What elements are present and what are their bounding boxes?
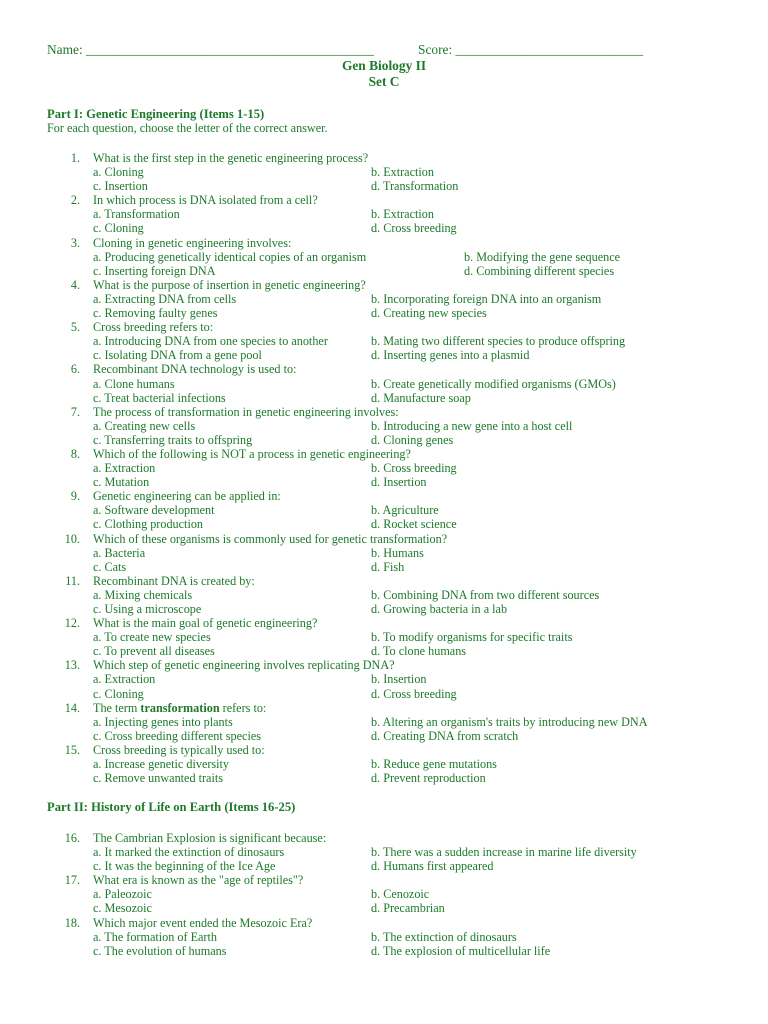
question-text: Recombinant DNA technology is used to: [93, 362, 297, 377]
question-5 [0, 320, 768, 362]
document-title: Gen Biology II [341, 58, 427, 73]
option-d: d. Manufacture soap [371, 390, 471, 405]
question-number: 14. [64, 700, 80, 715]
question-number: 11. [65, 573, 80, 588]
option-b: b. Reduce gene mutations [371, 757, 497, 772]
option-b: b. Insertion [371, 672, 427, 687]
option-d: d. Prevent reproduction [371, 771, 486, 786]
option-d: d. Insertion [371, 475, 427, 490]
question-number: 17. [64, 873, 80, 888]
question-number: 15. [64, 742, 80, 757]
question-text: Cross breeding is typically used to: [93, 742, 265, 757]
option-c: c. It was the beginning of the Ice Age [93, 859, 276, 874]
option-a: a. Clone humans [93, 376, 175, 391]
question-number: 18. [64, 915, 80, 930]
question-text: Which of the following is NOT a process in genetic engineering? [93, 446, 411, 461]
option-a: a. It marked the extinction of dinosaurs [93, 845, 285, 860]
question-6 [0, 362, 768, 404]
question-text [93, 701, 266, 715]
name-field-label: Name: ___________________________________________ [47, 42, 374, 57]
option-b: b. Incorporating foreign DNA into an organism [371, 291, 602, 306]
option-b: b. To modify organisms for specific traits [371, 630, 573, 645]
question-8 [0, 447, 768, 489]
option-a: a. Software development [93, 503, 215, 518]
question-keyword: transformation [140, 700, 220, 715]
option-c: c. Mutation [93, 475, 150, 490]
option-b: b. Combining DNA from two different sources [371, 587, 600, 602]
option-d: d. Combining different species [464, 263, 615, 278]
option-d: d. Humans first appeared [371, 859, 494, 874]
question-9 [0, 489, 768, 531]
option-d: d. Growing bacteria in a lab [371, 602, 508, 616]
option-c: c. Remove unwanted traits [93, 771, 223, 786]
question-text: In which process is DNA isolated from a cell? [93, 193, 318, 208]
header-line [47, 42, 644, 57]
option-c: c. Cloning [93, 686, 144, 701]
question-text-post: refers to: [219, 700, 267, 715]
option-a: a. Extraction [93, 461, 156, 476]
option-d: d. Rocket science [371, 517, 457, 532]
option-b: b. There was a sudden increase in marine life diversity [371, 845, 637, 860]
document-subtitle: Set C [368, 74, 400, 89]
option-d: d. Cloning genes [371, 432, 454, 447]
option-a: a. To create new species [93, 630, 211, 645]
part2-question-list [0, 831, 768, 958]
option-c: c. To prevent all diseases [93, 644, 215, 659]
question-text: Which step of genetic engineering involves replicating DNA? [93, 658, 395, 673]
question-number: 4. [70, 277, 80, 292]
option-b: b. Extraction [371, 165, 434, 180]
question-number: 6. [70, 362, 80, 377]
option-b: b. Agriculture [371, 503, 439, 518]
question-text: What era is known as the "age of reptiles"? [93, 873, 304, 888]
question-3 [0, 236, 768, 278]
option-d: d. Fish [371, 559, 405, 574]
question-number: 9. [70, 489, 80, 504]
question-12 [0, 616, 768, 658]
question-17 [0, 873, 768, 915]
question-text: The process of transformation in genetic engineering involves: [93, 404, 399, 419]
option-d: d. Transformation [371, 179, 459, 194]
option-a: a. Cloning [93, 165, 144, 180]
option-a: a. Paleozoic [93, 887, 152, 902]
question-text: Which major event ended the Mesozoic Era? [93, 915, 313, 930]
option-d: d. Creating DNA from scratch [371, 728, 519, 743]
option-b: b. The extinction of dinosaurs [371, 929, 517, 944]
question-number: 5. [70, 320, 80, 335]
question-11 [0, 574, 768, 616]
part1-heading: Part I: Genetic Engineering (Items 1-15) [47, 107, 265, 121]
option-c: c. Clothing production [93, 517, 204, 532]
option-c: c. Transferring traits to offspring [93, 432, 253, 447]
option-b: b. Introducing a new gene into a host cell [371, 418, 573, 433]
question-number: 1. [70, 151, 80, 165]
option-c: c. Insertion [93, 179, 148, 194]
option-c: c. The evolution of humans [93, 943, 227, 958]
question-text: What is the main goal of genetic engineering? [93, 616, 318, 631]
option-a: a. Mixing chemicals [93, 587, 193, 602]
option-c: c. Using a microscope [93, 602, 202, 616]
option-b: b. Modifying the gene sequence [464, 249, 621, 264]
part1-instruction: For each question, choose the letter of the correct answer. [47, 121, 328, 135]
option-a: a. Transformation [93, 207, 180, 222]
option-a: a. Creating new cells [93, 418, 196, 433]
question-2 [0, 193, 768, 235]
question-number: 16. [64, 831, 80, 845]
option-a: a. Extracting DNA from cells [93, 291, 237, 306]
question-number: 2. [70, 193, 80, 208]
part1-question-list [0, 151, 768, 785]
option-d: d. Creating new species [371, 306, 487, 321]
question-number: 8. [70, 446, 80, 461]
option-a: a. Extraction [93, 672, 156, 687]
question-7 [0, 405, 768, 447]
question-18 [0, 916, 768, 958]
question-10 [0, 532, 768, 574]
question-number: 7. [70, 404, 80, 419]
option-b: b. Extraction [371, 207, 434, 222]
option-c: c. Removing faulty genes [93, 306, 218, 321]
option-c: c. Isolating DNA from a gene pool [93, 348, 262, 363]
question-text: The Cambrian Explosion is significant because: [93, 831, 327, 845]
question-text: Cloning in genetic engineering involves: [93, 235, 292, 250]
score-field-label: Score: ____________________________ [418, 42, 644, 57]
option-d: d. The explosion of multicellular life [371, 943, 551, 958]
option-a: a. The formation of Earth [93, 929, 217, 944]
question-number: 12. [64, 616, 80, 631]
question-text: What is the purpose of insertion in genetic engineering? [93, 277, 366, 292]
part2-heading: Part II: History of Life on Earth (Items 16-25) [47, 800, 296, 814]
question-15 [0, 743, 768, 785]
question-number: 13. [64, 658, 80, 673]
question-text: What is the first step in the genetic engineering process? [93, 151, 369, 165]
question-text: Cross breeding refers to: [93, 320, 214, 335]
option-d: d. Cross breeding [371, 686, 457, 701]
question-text: Which of these organisms is commonly used for genetic transformation? [93, 531, 448, 546]
option-c: c. Mesozoic [93, 901, 152, 916]
question-text: Recombinant DNA is created by: [93, 573, 255, 588]
option-d: d. Cross breeding [371, 221, 457, 236]
option-a: a. Increase genetic diversity [93, 757, 230, 772]
question-4 [0, 278, 768, 320]
question-13 [0, 658, 768, 700]
question-1 [0, 151, 768, 193]
option-a: a. Introducing DNA from one species to another [93, 334, 328, 349]
option-c: c. Inserting foreign DNA [93, 263, 216, 278]
option-d: d. To clone humans [371, 644, 467, 659]
option-b: b. Humans [371, 545, 424, 560]
option-a: a. Bacteria [93, 545, 146, 560]
option-c: c. Cats [93, 559, 127, 574]
question-text-pre: The term [93, 700, 141, 715]
option-d: d. Inserting genes into a plasmid [371, 348, 530, 363]
option-b: b. Mating two different species to produce offspring [371, 334, 626, 349]
option-b: b. Cross breeding [371, 461, 457, 476]
question-14 [0, 701, 768, 743]
question-number: 10. [64, 531, 80, 546]
option-b: b. Cenozoic [371, 887, 430, 902]
question-text: Genetic engineering can be applied in: [93, 489, 281, 504]
option-c: c. Treat bacterial infections [93, 390, 226, 405]
option-b: b. Altering an organism's traits by introducing new DNA [371, 714, 648, 729]
question-number: 3. [70, 235, 80, 250]
option-b: b. Create genetically modified organisms (GMOs) [371, 376, 616, 391]
option-c: c. Cloning [93, 221, 144, 236]
option-a: a. Injecting genes into plants [93, 714, 233, 729]
option-d: d. Precambrian [371, 901, 445, 916]
question-16 [0, 831, 768, 873]
option-c: c. Cross breeding different species [93, 728, 261, 743]
option-a: a. Producing genetically identical copies of an organism [93, 249, 367, 264]
